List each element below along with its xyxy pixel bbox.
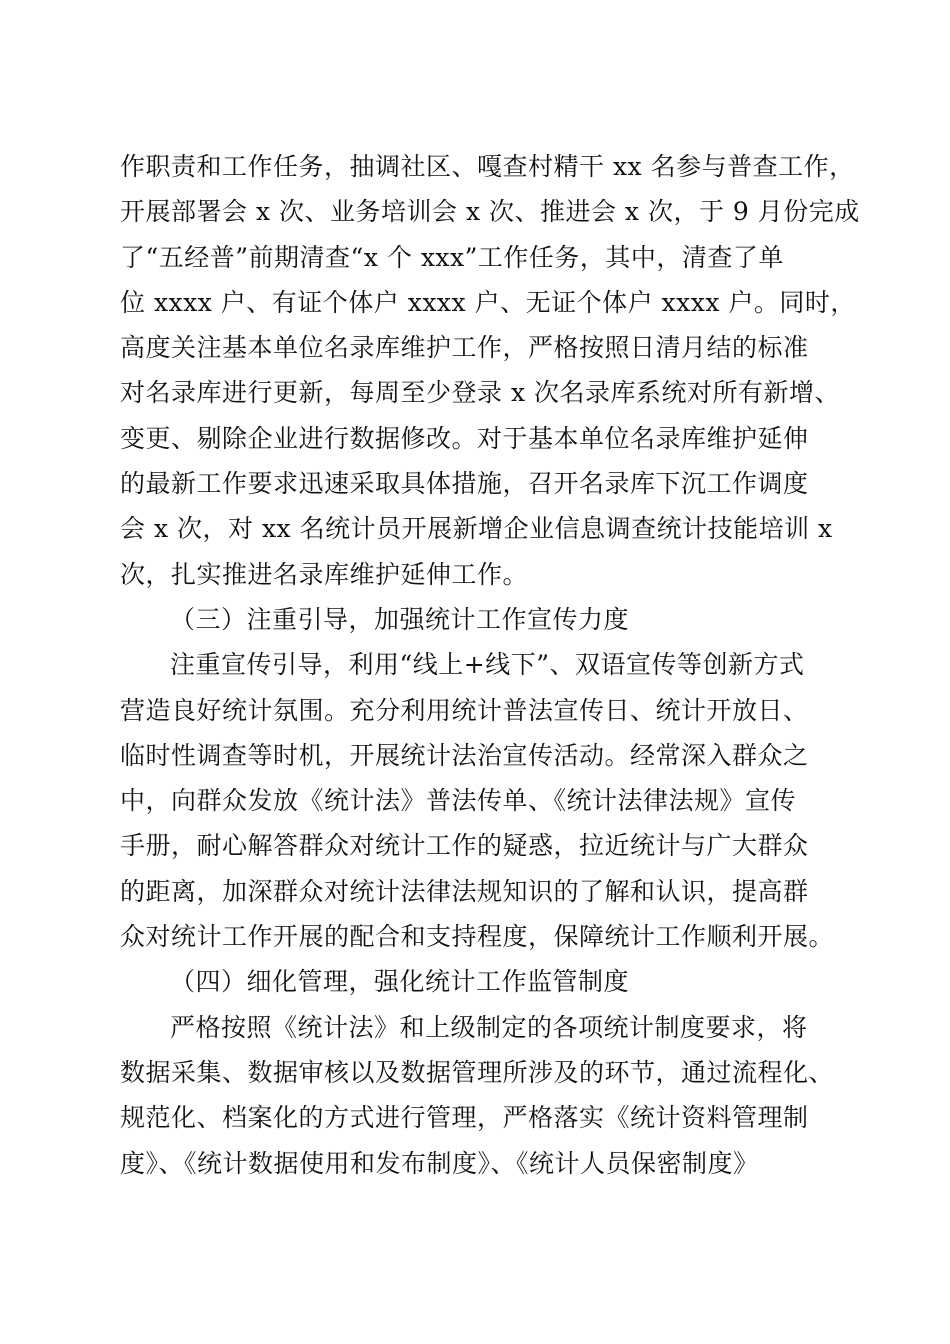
body-line-20: 严格按照《统计法》和上级制定的各项统计制度要求，将 (170, 1012, 808, 1042)
document-body (120, 144, 860, 1186)
body-line-8: 的最新工作要求迅速采取具体措施，召开名录库下沉工作调度 (120, 469, 809, 499)
body-line-4: 位 xxxx 户、有证个体户 xxxx 户、无证个体户 xxxx 户。同时， (120, 287, 856, 317)
body-line-1: 作职责和工作任务，抽调社区、嘎查村精干 xx 名参与普查工作， (120, 152, 855, 181)
body-line-13: 营造良好统计氛围。充分利用统计普法宣传日、统计开放日、 (120, 695, 809, 725)
body-line-2: 开展部署会 x 次、业务培训会 x 次、推进会 x 次，于 9 月份完成 (120, 197, 860, 227)
body-line-12: 注重宣传引导，利用“线上+线下”、双语宣传等创新方式 (170, 650, 805, 680)
body-line-14: 临时性调查等时机，开展统计法治宣传活动。经常深入群众之 (120, 740, 809, 770)
section-heading-3: （三）注重引导，加强统计工作宣传力度 (170, 604, 630, 634)
body-line-7: 变更、剔除企业进行数据修改。对于基本单位名录库维护延伸 (120, 423, 809, 453)
body-line-6: 对名录库进行更新，每周至少登录 x 次名录库系统对所有新增、 (120, 378, 840, 408)
body-line-3: 了“五经普”前期清查“x 个 xxx”工作任务，其中，清查了单 (120, 242, 784, 272)
body-line-23: 度》、《统计数据使用和发布制度》、《统计人员保密制度》 (120, 1148, 759, 1178)
body-line-18: 众对统计工作开展的配合和支持程度，保障统计工作顺利开展。 (120, 922, 835, 952)
section-heading-4: （四）细化管理，强化统计工作监管制度 (170, 967, 630, 997)
body-line-10: 次，扎实推进名录库维护延伸工作。 (120, 559, 529, 589)
body-line-15: 中，向群众发放《统计法》普法传单、《统计法律法规》宣传 (120, 786, 797, 816)
body-line-5: 高度关注基本单位名录库维护工作，严格按照日清月结的标准 (120, 333, 809, 363)
body-line-21: 数据采集、数据审核以及数据管理所涉及的环节，通过流程化、 (120, 1057, 835, 1087)
body-line-16: 手册，耐心解答群众对统计工作的疑惑，拉近统计与广大群众 (120, 831, 809, 861)
body-line-17: 的距离，加深群众对统计法律法规知识的了解和认识，提高群 (120, 876, 809, 906)
body-line-22: 规范化、档案化的方式进行管理，严格落实《统计资料管理制 (120, 1103, 809, 1133)
body-line-9: 会 x 次，对 xx 名统计员开展新增企业信息调查统计技能培训 x (120, 514, 833, 544)
